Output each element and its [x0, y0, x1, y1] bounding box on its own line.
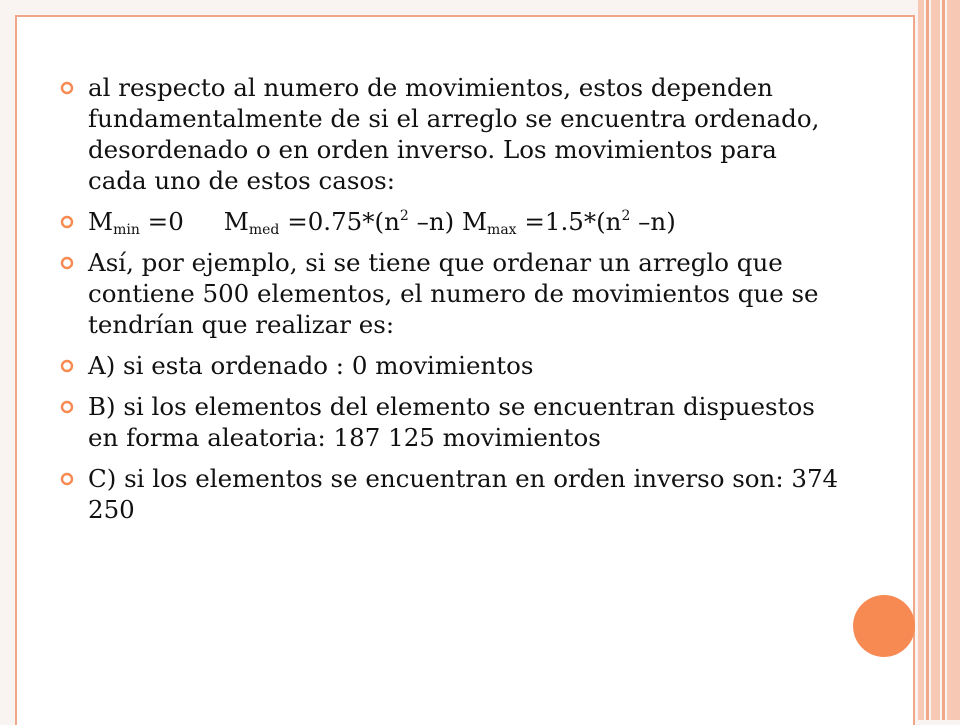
decor-stripe-5 — [947, 0, 960, 720]
formula-exp: 2 — [399, 208, 409, 224]
formula-m: M — [223, 207, 249, 236]
list-item — [60, 350, 840, 381]
formula-max-val: =1.5*(n — [516, 207, 622, 236]
decor-stripe-4 — [942, 0, 945, 720]
formula-med-tail: –n) M — [408, 207, 488, 236]
ring-bullet-icon — [60, 472, 74, 486]
decor-stripe-1 — [918, 0, 924, 720]
bullet-text-intro: al respecto al numero de movimientos, estos dependen fundamentalmente de si el arreglo se encuentra ordenado, desordenado o en orden inverso. Los movimientos para cada uno de estos casos: — [88, 73, 820, 195]
list-item — [60, 72, 840, 196]
formula-max-sub: max — [487, 222, 517, 238]
formula-m: M — [88, 207, 114, 236]
bullet-list — [60, 72, 840, 535]
ring-bullet-icon — [60, 81, 74, 95]
formula-med-val: =0.75*(n — [279, 207, 400, 236]
list-item — [60, 247, 840, 340]
formula-med-sub: med — [248, 222, 280, 238]
ring-bullet-icon — [60, 359, 74, 373]
list-item — [60, 463, 840, 525]
ring-bullet-icon — [60, 400, 74, 414]
ring-bullet-icon — [60, 256, 74, 270]
ring-bullet-icon — [60, 215, 74, 229]
decor-stripe-3 — [931, 0, 940, 720]
formula-exp: 2 — [621, 208, 631, 224]
bullet-text-example: Así, por ejemplo, si se tiene que ordenar un arreglo que contiene 500 elementos, el numero de movimientos que se tendrían que realizar es: — [88, 248, 819, 339]
formula-max-tail: –n) — [630, 207, 676, 236]
decor-stripe-2 — [926, 0, 929, 720]
formula-line — [88, 207, 676, 236]
list-item — [60, 391, 840, 453]
decor-circle — [853, 595, 915, 657]
formula-min-sub: min — [113, 222, 140, 238]
list-item — [60, 206, 840, 237]
formula-min-val: =0 — [139, 207, 184, 236]
bullet-text-case-a: A) si esta ordenado : 0 movimientos — [88, 351, 534, 380]
bullet-text-case-c: C) si los elementos se encuentran en orden inverso son: 374 250 — [88, 464, 839, 524]
bullet-text-case-b: B) si los elementos del elemento se encuentran dispuestos en forma aleatoria: 187 125 movimientos — [88, 392, 815, 452]
